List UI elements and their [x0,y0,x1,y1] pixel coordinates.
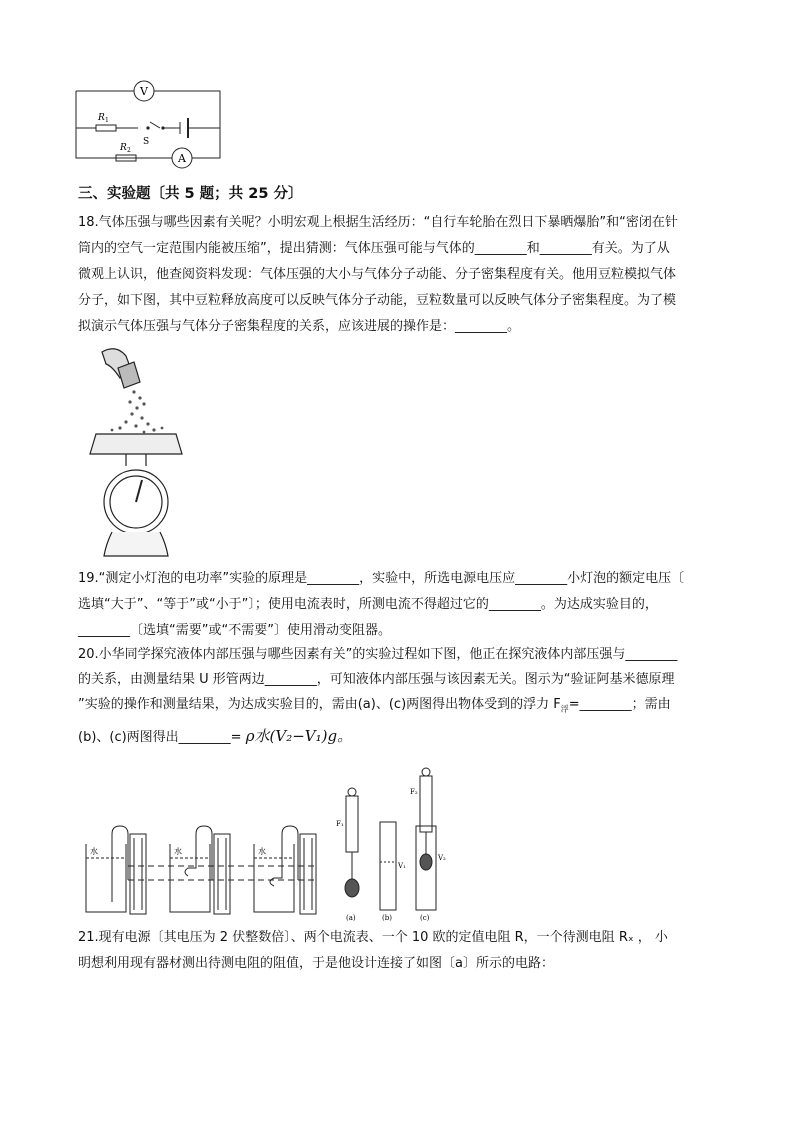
q20-line-4-text: (b)、(c)两图得出________= [78,730,246,745]
q19-line-3: ________〔选填“需要”或“不需要”〕使用滑动变阻器。 [78,623,391,638]
fig-a-label: (a) [346,914,356,922]
r1-label: R [98,113,105,123]
experiment-figures [78,762,458,922]
r2-subscript: 2 [127,147,131,154]
q21-line-1: 21.现有电源〔其电压为 2 伏整数倍〕、两个电流表、一个 10 欧的定值电阻 R，一个待测电阻 Rₓ ， 小 [78,930,668,945]
q20-line-3 [78,696,671,719]
q18-line-3: 微观上认识，他查阅资料发现：气体压强的大小与气体分子动能、分子密集程度有关。他用豆粒模拟气体 [78,267,677,282]
fig-b-label: (b) [382,914,392,922]
fig-c-label: (c) [420,914,430,922]
bean-scale-illustration [82,342,192,562]
float-subscript: 浮 [560,704,569,714]
q18-line-4: 分子，如下图，其中豆粒释放高度可以反映气体分子动能，豆粒数量可以反映气体分子密集程度。为了模 [78,293,677,308]
circuit-diagram [72,78,228,170]
q18-line-5: 拟演示气体压强与气体分子密集程度的关系，应该进展的操作是：________。 [78,319,521,334]
v2-label: V₂ [438,854,446,862]
v1-label: V₁ [398,862,406,870]
switch-label: S [143,137,150,147]
q20-line-3-tail: =________；需由 [568,697,671,712]
archimedes-formula: ρ水(V₂−V₁)g。 [245,727,353,745]
q21-line-2: 明想利用现有器材测出待测电阻的阻值，于是他设计连接了如图〔a〕所示的电路： [78,956,554,971]
ammeter-label: A [178,152,186,165]
f1-label: F₁ [336,820,344,828]
q20-line-2: 的关系，由测量结果 U 形管两边________，可知液体内部压强与该因素无关。图示为“验证阿基米德原理 [78,672,675,687]
q19-line-2: 选填“大于”、“等于”或“小于”〕；使用电流表时，所测电流不得超过它的________。为达成实验目的， [78,597,658,612]
q20-line-3-text: ”实验的操作和测量结果，为达成实验目的，需由(a)、(c)两图得出物体受到的浮力 F [78,697,561,712]
q19-line-1: 19.“测定小灯泡的电功率”实验的原理是________，实验中，所选电源电压应________小灯泡的额定电压〔 [78,571,685,586]
water-label-3: 水 [258,847,266,856]
r1-subscript: 1 [105,117,109,124]
f2-label: F₂ [410,788,418,796]
section-heading: 三、实验题〔共 5 题；共 25 分〕 [78,186,303,202]
r2-label: R [120,143,127,153]
q18-line-1: 18.气体压强与哪些因素有关呢？小明宏观上根据生活经历：“自行车轮胎在烈日下暴晒爆胎”和“密闭在针 [78,215,678,230]
q20-line-4 [78,727,352,747]
water-label-2: 水 [174,847,182,856]
q18-line-2: 筒内的空气一定范围内能被压缩”，提出猜测：气体压强可能与气体的________和________有关。为了从 [78,241,670,256]
water-label-1: 水 [90,847,98,856]
q20-line-1: 20.小华同学探究液体内部压强与哪些因素有关”的实验过程如下图，他正在探究液体内部压强与________ [78,647,678,662]
voltmeter-label: V [140,85,148,98]
